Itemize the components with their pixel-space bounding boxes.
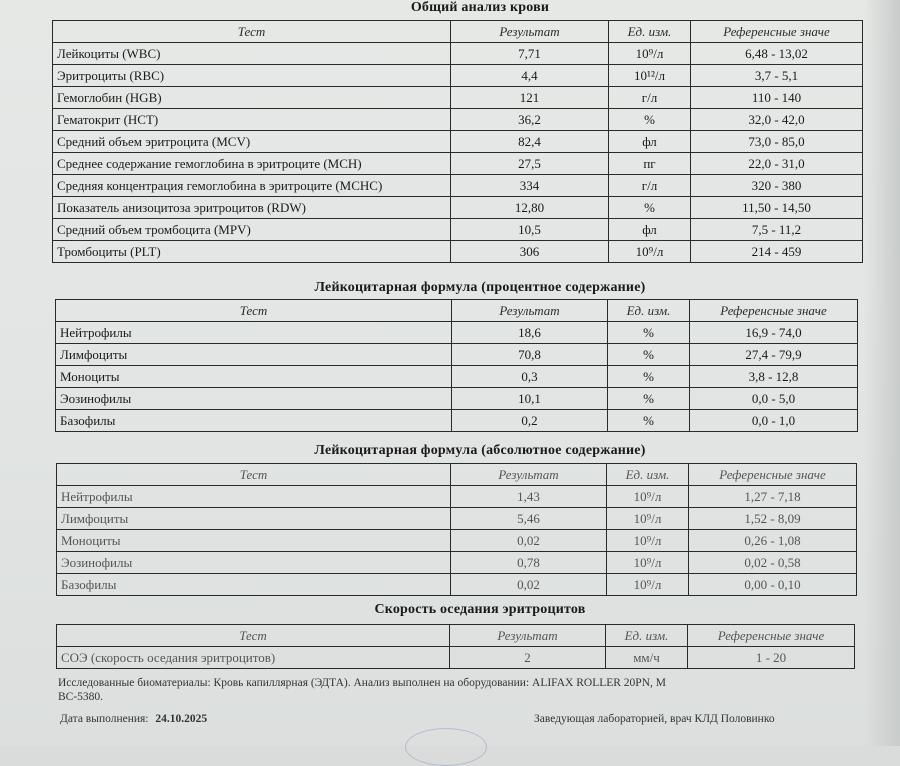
test-name-cell: Базофилы: [57, 574, 451, 596]
table-row: [53, 197, 863, 219]
table-row: [53, 175, 863, 197]
reference-cell: 73,0 - 85,0: [691, 131, 863, 153]
result-cell: 7,71: [451, 43, 609, 65]
table-row: [57, 508, 857, 530]
table-row: [53, 131, 863, 153]
unit-cell: мм/ч: [606, 647, 688, 669]
header-unit: Ед. изм.: [609, 21, 691, 43]
test-name-cell: Гематокрит (НСТ): [53, 109, 451, 131]
reference-cell: 0,00 - 0,10: [689, 574, 857, 596]
table-header-row: [53, 21, 863, 43]
unit-cell: 10⁹/л: [607, 530, 689, 552]
table-row: [57, 486, 857, 508]
section-title-leuko-percent: Лейкоцитарная формула (процентное содержание): [314, 280, 646, 295]
result-cell: 5,46: [451, 508, 607, 530]
test-name-cell: Лимфоциты: [56, 344, 452, 366]
unit-cell: 10⁹/л: [607, 574, 689, 596]
leuko-percent-table: [55, 299, 858, 432]
section-title-cbc: Общий анализ крови: [410, 0, 550, 15]
table-row: [56, 366, 858, 388]
table-row: [57, 647, 855, 669]
test-name-cell: Эритроциты (RBC): [53, 65, 451, 87]
table-row: [53, 43, 863, 65]
biomaterial-note-line1: Исследованные биоматериалы: Кровь капиллярная (ЭДТА). Анализ выполнен на оборудовании: ALIFAX ROLLER 20PN, M: [58, 677, 666, 689]
test-name-cell: Моноциты: [56, 366, 452, 388]
result-cell: 0,2: [452, 410, 608, 432]
unit-cell: пг: [609, 153, 691, 175]
header-reference: Референсные значе: [688, 625, 855, 647]
signature-line: Заведующая лабораторией, врач КЛД Половинко: [534, 713, 775, 725]
unit-cell: г/л: [609, 175, 691, 197]
stamp-mark: [405, 728, 487, 766]
unit-cell: 10¹²/л: [609, 65, 691, 87]
page-edge-shadow: [864, 0, 900, 746]
table-row: [57, 574, 857, 596]
result-cell: 12,80: [451, 197, 609, 219]
table-row: [57, 530, 857, 552]
header-result: Результат: [451, 21, 609, 43]
reference-cell: 6,48 - 13,02: [691, 43, 863, 65]
reference-cell: 320 - 380: [691, 175, 863, 197]
reference-cell: 22,0 - 31,0: [691, 153, 863, 175]
test-name-cell: СОЭ (скорость оседания эритроцитов): [57, 647, 450, 669]
test-name-cell: Показатель анизоцитоза эритроцитов (RDW): [53, 197, 451, 219]
test-name-cell: Среднее содержание гемоглобина в эритроците (МСН): [53, 153, 451, 175]
header-unit: Ед. изм.: [606, 625, 688, 647]
result-cell: 0,3: [452, 366, 608, 388]
header-unit: Ед. изм.: [608, 300, 690, 322]
test-name-cell: Тромбоциты (PLT): [53, 241, 451, 263]
table-row: [53, 65, 863, 87]
table-row: [56, 322, 858, 344]
result-cell: 0,02: [451, 530, 607, 552]
unit-cell: %: [608, 322, 690, 344]
biomaterial-note-line2: BC-5380.: [58, 691, 104, 703]
section-title-esr: Скорость оседания эритроцитов: [374, 602, 586, 617]
test-name-cell: Нейтрофилы: [56, 322, 452, 344]
esr-table: [56, 624, 855, 669]
table-row: [53, 241, 863, 263]
header-test: Тест: [57, 464, 451, 486]
reference-cell: 7,5 - 11,2: [691, 219, 863, 241]
result-cell: 0,78: [451, 552, 607, 574]
test-name-cell: Средний объем тромбоцита (MPV): [53, 219, 451, 241]
reference-cell: 0,0 - 5,0: [690, 388, 858, 410]
test-name-cell: Средний объем эритроцита (MCV): [53, 131, 451, 153]
result-cell: 82,4: [451, 131, 609, 153]
result-cell: 18,6: [452, 322, 608, 344]
unit-cell: 10⁹/л: [607, 552, 689, 574]
result-cell: 36,2: [451, 109, 609, 131]
table-header-row: [57, 625, 855, 647]
biomaterial-note: [58, 676, 858, 704]
header-test: Тест: [56, 300, 452, 322]
result-cell: 1,43: [451, 486, 607, 508]
execution-date-value: 24.10.2025: [155, 713, 208, 725]
unit-cell: %: [609, 197, 691, 219]
unit-cell: 10⁹/л: [609, 241, 691, 263]
unit-cell: %: [608, 344, 690, 366]
test-name-cell: Гемоглобин (HGB): [53, 87, 451, 109]
reference-cell: 32,0 - 42,0: [691, 109, 863, 131]
reference-cell: 1,27 - 7,18: [689, 486, 857, 508]
reference-cell: 110 - 140: [691, 87, 863, 109]
table-row: [56, 388, 858, 410]
table-header-row: [56, 300, 858, 322]
header-reference: Референсные значе: [690, 300, 858, 322]
header-result: Результат: [451, 464, 607, 486]
reference-cell: 3,7 - 5,1: [691, 65, 863, 87]
table-header-row: [57, 464, 857, 486]
reference-cell: 16,9 - 74,0: [690, 322, 858, 344]
result-cell: 70,8: [452, 344, 608, 366]
result-cell: 0,02: [451, 574, 607, 596]
test-name-cell: Лейкоциты (WBC): [53, 43, 451, 65]
reference-cell: 0,26 - 1,08: [689, 530, 857, 552]
header-test: Тест: [53, 21, 451, 43]
result-cell: 10,1: [452, 388, 608, 410]
test-name-cell: Нейтрофилы: [57, 486, 451, 508]
unit-cell: фл: [609, 219, 691, 241]
table-row: [53, 153, 863, 175]
header-test: Тест: [57, 625, 450, 647]
unit-cell: 10⁹/л: [609, 43, 691, 65]
reference-cell: 27,4 - 79,9: [690, 344, 858, 366]
test-name-cell: Моноциты: [57, 530, 451, 552]
unit-cell: %: [608, 388, 690, 410]
reference-cell: 3,8 - 12,8: [690, 366, 858, 388]
table-row: [57, 552, 857, 574]
result-cell: 27,5: [451, 153, 609, 175]
unit-cell: г/л: [609, 87, 691, 109]
reference-cell: 0,02 - 0,58: [689, 552, 857, 574]
result-cell: 10,5: [451, 219, 609, 241]
header-unit: Ед. изм.: [607, 464, 689, 486]
result-cell: 2: [450, 647, 606, 669]
test-name-cell: Лимфоциты: [57, 508, 451, 530]
unit-cell: 10⁹/л: [607, 486, 689, 508]
unit-cell: фл: [609, 131, 691, 153]
unit-cell: %: [608, 410, 690, 432]
result-cell: 334: [451, 175, 609, 197]
unit-cell: 10⁹/л: [607, 508, 689, 530]
reference-cell: 1 - 20: [688, 647, 855, 669]
table-row: [53, 87, 863, 109]
test-name-cell: Базофилы: [56, 410, 452, 432]
header-result: Результат: [450, 625, 606, 647]
execution-date: [60, 712, 207, 726]
header-reference: Референсные значе: [689, 464, 857, 486]
test-name-cell: Средняя концентрация гемоглобина в эритроците (MCHC): [53, 175, 451, 197]
result-cell: 306: [451, 241, 609, 263]
reference-cell: 1,52 - 8,09: [689, 508, 857, 530]
table-row: [56, 344, 858, 366]
table-row: [53, 109, 863, 131]
reference-cell: 11,50 - 14,50: [691, 197, 863, 219]
execution-date-label: Дата выполнения:: [60, 713, 149, 725]
result-cell: 121: [451, 87, 609, 109]
table-row: [53, 219, 863, 241]
table-row: [56, 410, 858, 432]
section-title-leuko-absolute: Лейкоцитарная формула (абсолютное содержание): [314, 443, 646, 458]
leuko-absolute-table: [56, 463, 857, 596]
reference-cell: 0,0 - 1,0: [690, 410, 858, 432]
reference-cell: 214 - 459: [691, 241, 863, 263]
header-result: Результат: [452, 300, 608, 322]
test-name-cell: Эозинофилы: [57, 552, 451, 574]
test-name-cell: Эозинофилы: [56, 388, 452, 410]
header-reference: Референсные значе: [691, 21, 863, 43]
cbc-table: [52, 20, 863, 263]
result-cell: 4,4: [451, 65, 609, 87]
unit-cell: %: [608, 366, 690, 388]
unit-cell: %: [609, 109, 691, 131]
